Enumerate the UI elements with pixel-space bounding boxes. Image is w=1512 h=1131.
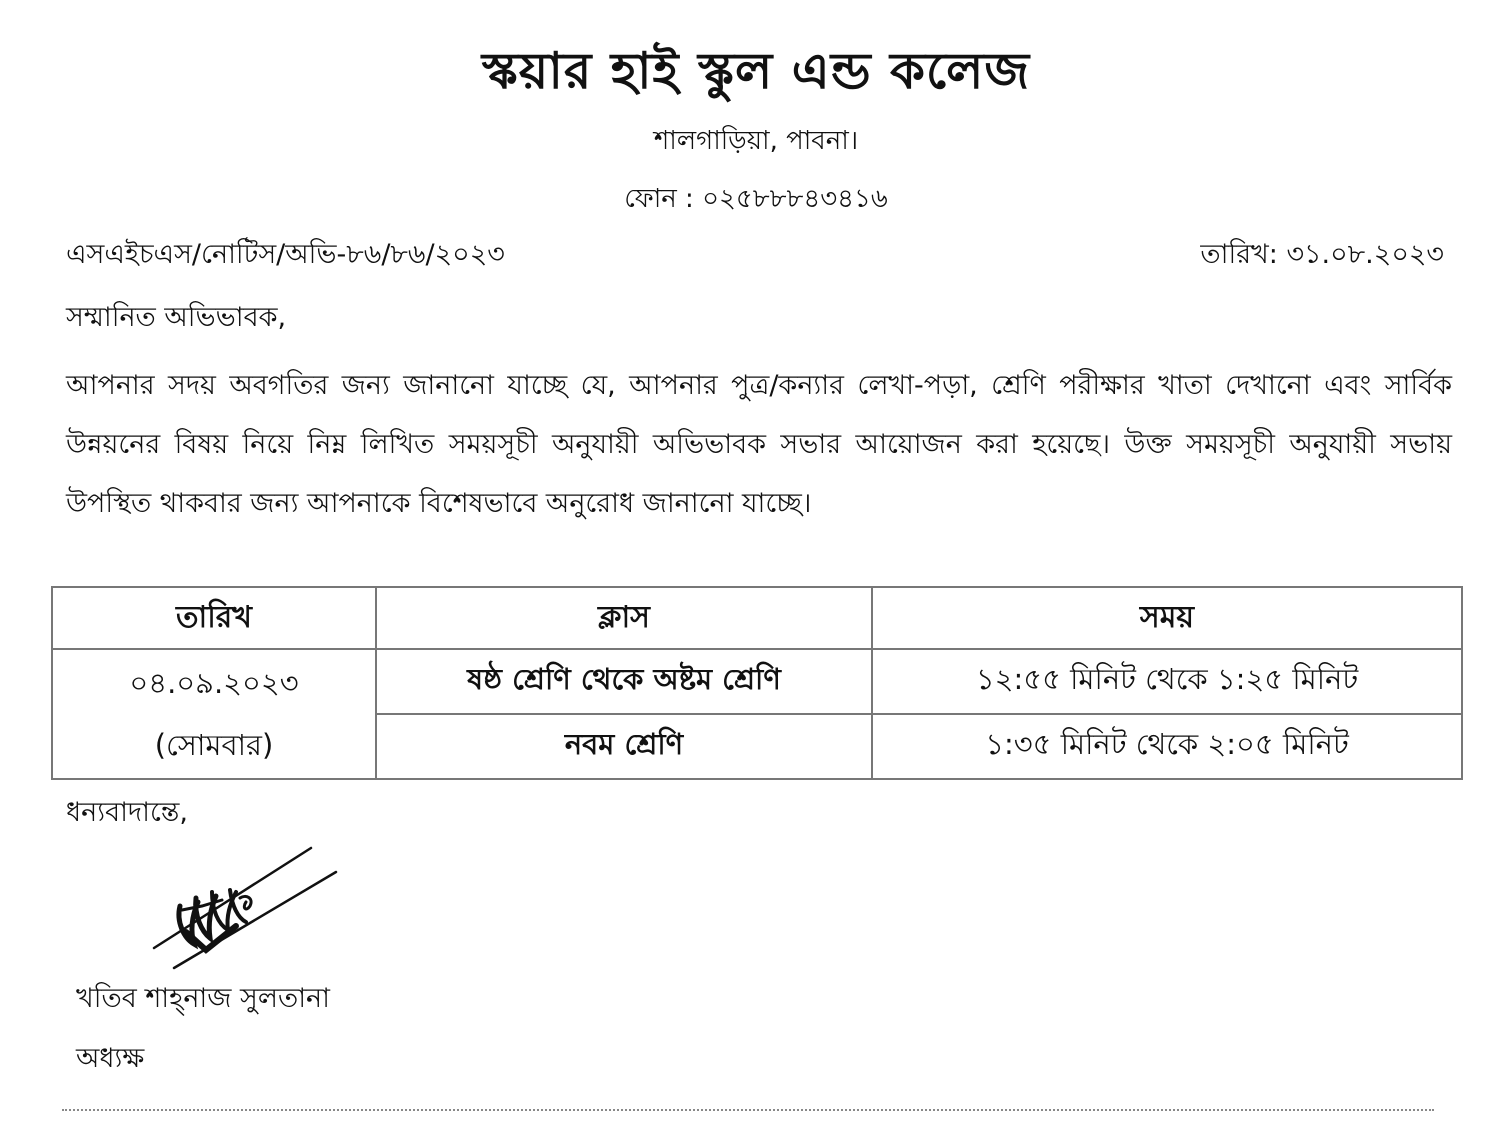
bottom-divider [62,1109,1434,1111]
school-address: শালগাড়িয়া, পাবনা। [653,126,859,156]
notice-date: তারিখ: ৩১.০৮.২০২৩ [1200,239,1444,270]
schedule-table [51,586,1463,780]
class-cell: নবম শ্রেণি [376,714,872,779]
schedule-header-row [52,587,1462,649]
notice-body: আপনার সদয় অবগতির জন্য জানানো যাচ্ছে যে, আপনার পুত্র/কন্যার লেখা-পড়া, শ্রেণি পরীক্ষার খাতা দেখানো এবং সার্বিক উন্নয়নের বিষয় নিয়ে নিম্ন লিখিত সময়সূচী অনুযায়ী অভিভাবক সভার আয়োজন করা হয়েছে। উক্ত সময়সূচী অনুযায়ী সভায় উপস্থিত থাকবার জন্য আপনাকে বিশেষভাবে অনুরোধ জানানো যাচ্ছে। [66,370,1452,519]
table-row [52,649,1462,714]
class-cell: ষষ্ঠ শ্রেণি থেকে অষ্টম শ্রেণি [376,649,872,714]
meeting-date-cell [52,649,376,779]
header-date: তারিখ [52,587,376,649]
school-name: স্কয়ার হাই স্কুল এন্ড কলেজ [481,42,1031,100]
meeting-day: (সোমবার) [154,728,274,762]
salutation: সম্মানিত অভিভাবক, [66,302,287,333]
time-cell: ১:৩৫ মিনিট থেকে ২:০৫ মিনিট [872,714,1462,779]
signature-mark [146,840,346,970]
school-phone: ফোন : ০২৫৮৮৮৪৩৪১৬ [624,184,888,214]
closing-text: ধন্যবাদান্তে, [66,797,188,828]
signer-name: খতিব শাহ্‌নাজ সুলতানা [76,983,330,1014]
time-cell: ১২:৫৫ মিনিট থেকে ১:২৫ মিনিট [872,649,1462,714]
header-time: সময় [872,587,1462,649]
signer-title: অধ্যক্ষ [76,1043,145,1074]
reference-number: এসএইচএস/নোটিস/অভি-৮৬/৮৬/২০২৩ [66,239,505,270]
header-class: ক্লাস [376,587,872,649]
meeting-date: ০৪.০৯.২০২৩ [129,666,299,700]
